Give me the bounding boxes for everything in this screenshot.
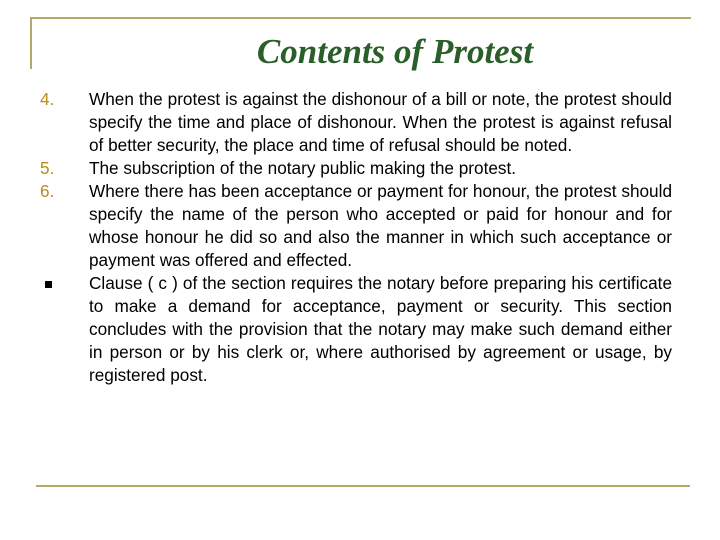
frame-top-line <box>30 17 691 19</box>
list-item-6 <box>40 180 672 272</box>
list-item-4 <box>40 88 672 157</box>
list-item-text: Where there has been acceptance or payment for honour, the protest should specify the name of the person who accepted or paid for honour and for whose honour he did so and also the manner in which such acceptance or payment was offered and effected. <box>89 181 672 270</box>
frame-bottom-line <box>36 485 690 487</box>
list-number: 6. <box>40 181 55 201</box>
slide-title: Contents of Protest <box>256 32 534 71</box>
list-item-5 <box>40 157 672 180</box>
list-number: 5. <box>40 158 55 178</box>
list-item-text: Clause ( c ) of the section requires the notary before preparing his certificate to make a demand for acceptance, payment or security. This section concludes with the provision that the notary may make such demand either in person or by his clerk or, where authorised by agreement or usage, by registered post. <box>89 273 672 385</box>
list-item-text: When the protest is against the dishonour of a bill or note, the protest should specify the time and place of dishonour. When the protest is against refusal of better security, the place and time of refusal should be noted. <box>89 89 672 155</box>
list-item-text: The subscription of the notary public making the protest. <box>89 158 517 178</box>
square-bullet-icon <box>45 281 52 288</box>
list-number: 4. <box>40 89 55 109</box>
slide-content <box>40 88 672 387</box>
list-item-bullet <box>40 272 672 387</box>
